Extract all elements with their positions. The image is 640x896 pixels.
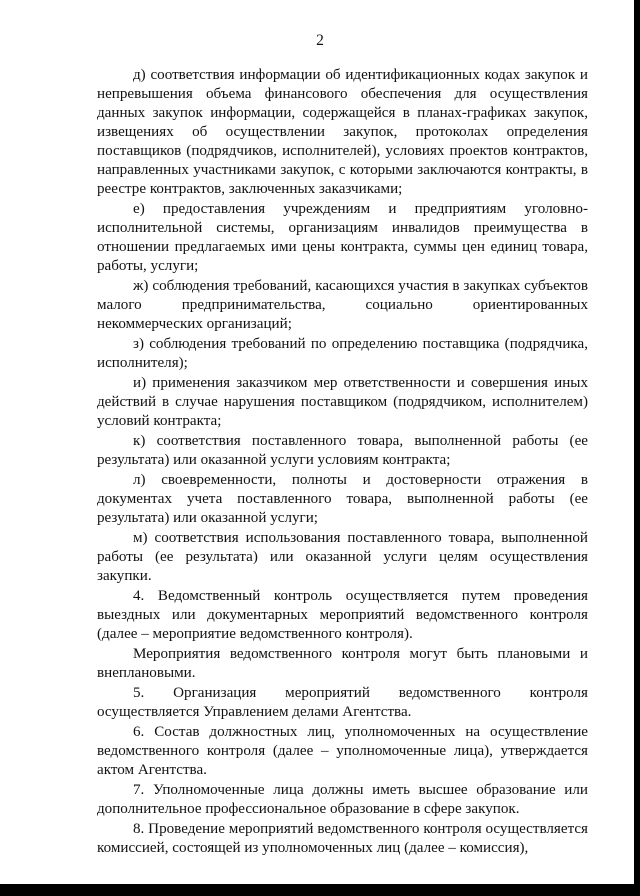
paragraph-z: з) соблюдения требований по определению поставщика (подрядчика, исполнителя); [97, 336, 588, 372]
paragraph-l: л) своевременности, полноты и достоверности отражения в документах учета поставленного товара, выполненной работы (ее результата) или оказанной услуги; [97, 472, 588, 527]
paragraph-8: 8. Проведение мероприятий ведомственного контроля осуществляется комиссией, состоящей из уполномоченных лиц (далее – комиссия), [97, 821, 588, 857]
paragraph-7: 7. Уполномоченные лица должны иметь высшее образование или дополнительное профессиональное образование в сфере закупок. [97, 782, 588, 818]
scan-edge-bottom [0, 884, 640, 896]
paragraph-e: е) предоставления учреждениям и предприятиям уголовно-исполнительной системы, организациям инвалидов преимущества в отношении предлагаемых ими цены контракта, суммы цен единиц товара, работы, услуги; [97, 201, 588, 275]
paragraph-zh: ж) соблюдения требований, касающихся участия в закупках субъектов малого предпринимательства, социально ориентированных некоммерческих организаций; [97, 278, 588, 333]
paragraph-i: и) применения заказчиком мер ответственности и совершения иных действий в случае нарушения поставщиком (подрядчиком, исполнителем) условий контракта; [97, 375, 588, 430]
paragraph-6: 6. Состав должностных лиц, уполномоченных на осуществление ведомственного контроля (далее – уполномоченные лица), утверждается актом Агентства. [97, 724, 588, 779]
paragraph-m: м) соответствия использования поставленного товара, выполненной работы (ее результата) или оказанной услуги целям осуществления закупки. [97, 530, 588, 585]
paragraph-4-continued: Мероприятия ведомственного контроля могут быть плановыми и внеплановыми. [97, 646, 588, 682]
paragraph-d: д) соответствия информации об идентификационных кодах закупок и непревышения объема финансового обеспечения для осуществления данных закупок информации, содержащейся в планах-графиках закупок, извещениях об осуществлении закупок, протоколах определения поставщиков (подрядчиков, исполнителей), условиях проектов контрактов, направленных участниками закупок, с которыми заключаются контракты, в реестре контрактов, заключенных заказчиками; [97, 67, 588, 198]
page-number: 2 [316, 32, 324, 49]
paragraph-4: 4. Ведомственный контроль осуществляется путем проведения выездных или документарных мероприятий ведомственного контроля (далее – мероприятие ведомственного контроля). [97, 588, 588, 643]
paragraph-5: 5. Организация мероприятий ведомственного контроля осуществляется Управлением делами Агентства. [97, 685, 588, 721]
scan-edge-right [634, 0, 640, 896]
paragraph-k: к) соответствия поставленного товара, выполненной работы (ее результата) или оказанной услуги условиям контракта; [97, 433, 588, 469]
document-body [97, 66, 588, 859]
